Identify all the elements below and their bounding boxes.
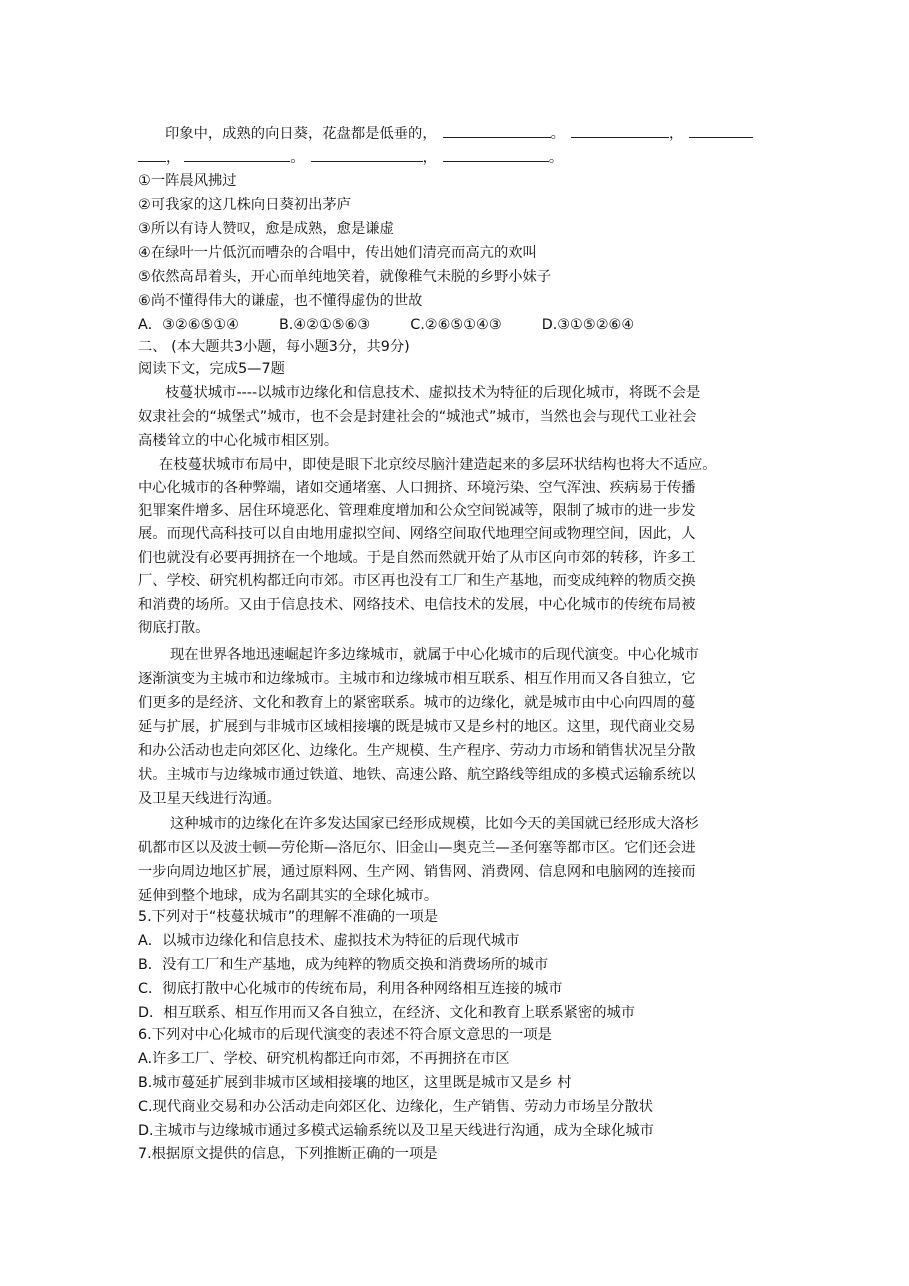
q5-option-d[interactable]: D．相互联系、相互作用而又各自独立，在经济、文化和教育上联系紧密的城市 [138, 1005, 636, 1021]
passage-line: 在枝蔓状城市布局中，即使是眼下北京绞尽脑汁建造起来的多层环状结构也将大不适应。 [159, 457, 717, 473]
q4-item: ①一阵晨风拂过 [138, 173, 237, 189]
passage-line: 中心化城市的各种弊端，诸如交通堵塞、人口拥挤、环境污染、空气浑浊、疾病易于传播 [138, 480, 696, 496]
passage-line: 矶都市区以及波士顿—劳伦斯—洛厄尔、旧金山—奥克兰—圣何塞等都市区。它们还会进 [138, 840, 696, 856]
q4-stem: 印象中，成熟的向日葵，花盘都是低垂的， [165, 126, 437, 142]
q4-item: ⑥尚不懂得伟大的谦虚，也不懂得虚伪的世故 [138, 293, 423, 309]
reading-instruction: 阅读下文，完成5—7题 [138, 361, 285, 377]
passage-line: 现在世界各地迅速崛起许多边缘城市，就属于中心化城市的后现代演变。中心化城市 [170, 647, 699, 663]
answer-blank[interactable] [184, 146, 290, 162]
passage-line: 展。而现代高科技可以自由地用虚拟空间、网络空间取代地理空间或物理空间，因此，人 [138, 526, 696, 542]
q4-options [138, 314, 634, 336]
passage-line: 高楼耸立的中心化城市相区别。 [138, 433, 339, 449]
q6-option-b[interactable]: B.城市蔓延扩展到非城市区域相接壤的地区，这里既是城市又是乡 村 [138, 1075, 572, 1091]
passage-line: 犯罪案件增多、居住环境恶化、管理难度增加和公众空间锐减等，限制了城市的进一步发 [138, 503, 696, 519]
passage-line: 及卫星天线进行沟通。 [138, 791, 281, 807]
passage-line: 们也就没有必要再拥挤在一个地域。于是自然而然就开始了从市区向市郊的转移，许多工 [138, 550, 696, 566]
q5-option-b[interactable]: B．没有工厂和生产基地，成为纯粹的物质交换和消费场所的城市 [138, 957, 549, 973]
answer-blank[interactable] [311, 146, 423, 162]
answer-blank[interactable] [138, 146, 166, 162]
answer-blank[interactable] [571, 122, 669, 138]
q4-stem-line-2: ， 。 ， 。 [138, 146, 563, 168]
q4-option-a[interactable]: A．③②⑥⑤①④ [138, 317, 239, 333]
q7-stem: 7.根据原文提供的信息，下列推断正确的一项是 [138, 1146, 438, 1162]
passage-line: 逐渐演变为主城市和边缘城市。主城市和边缘城市相互联系、相互作用而又各自独立，它 [138, 671, 696, 687]
section-header: 二、 (本大题共3小题，每小题3分，共9分) [138, 339, 410, 355]
q4-option-b[interactable]: B.④②①⑤⑥③ [278, 317, 371, 333]
passage-line: 延伸到整个地球，成为名副其实的全球化城市。 [138, 888, 439, 904]
passage-line: 奴隶社会的“城堡式”城市，也不会是封建社会的“城池式”城市，当然也会与现代工业社会 [138, 409, 697, 425]
passage-line: 延与扩展，扩展到与非城市区域相接壤的既是城市又是乡村的地区。这里，现代商业交易 [138, 719, 696, 735]
answer-blank[interactable] [689, 122, 753, 138]
q6-option-c[interactable]: C.现代商业交易和办公活动走向郊区化、边缘化，生产销售、劳动力市场呈分散状 [138, 1099, 653, 1115]
q4-item: ②可我家的这几株向日葵初出茅庐 [138, 197, 351, 213]
passage-line: 枝蔓状城市----以城市边缘化和信息技术、虚拟技术为特征的后现化城市，将既不会是 [165, 385, 701, 401]
passage-line: 彻底打散。 [138, 620, 210, 636]
passage-line: 一步向周边地区扩展，通过原料网、生产网、销售网、消费网、信息网和电脑网的连接而 [138, 864, 696, 880]
q4-item: ④在绿叶一片低沉而嘈杂的合唱中，传出她们清亮而高亢的欢叫 [138, 245, 537, 261]
q6-stem: 6.下列对中心化城市的后现代演变的表述不符合原文意思的一项是 [138, 1027, 552, 1043]
passage-line: 状。主城市与边缘城市通过铁道、地铁、高速公路、航空路线等组成的多模式运输系统以 [138, 767, 696, 783]
q5-option-c[interactable]: C．彻底打散中心化城市的传统布局，利用各种网络相互连接的城市 [138, 981, 563, 997]
q5-stem: 5.下列对于“枝蔓状城市”的理解不准确的一项是 [138, 909, 439, 925]
answer-blank[interactable] [443, 146, 549, 162]
q4-stem-line: 印象中，成熟的向日葵，花盘都是低垂的， 。 ， [165, 122, 753, 144]
passage-line: 厂、学校、研究机构都迁向市郊。市区再也没有工厂和生产基地，而变成纯粹的物质交换 [138, 573, 696, 589]
passage-line: 这种城市的边缘化在许多发达国家已经形成规模，比如今天的美国就已经形成大洛杉 [170, 816, 699, 832]
passage-line: 和消费的场所。又由于信息技术、网络技术、电信技术的发展，中心化城市的传统布局被 [138, 597, 696, 613]
q4-item: ⑤依然高昂着头，开心而单纯地笑着，就像稚气未脱的乡野小妹子 [138, 269, 552, 285]
q5-option-a[interactable]: A．以城市边缘化和信息技术、虚拟技术为特征的后现代城市 [138, 933, 520, 949]
answer-blank[interactable] [443, 122, 551, 138]
passage-line: 和办公活动也走向郊区化、边缘化。生产规模、生产程序、劳动力市场和销售状况呈分散 [138, 743, 696, 759]
q4-item: ③所以有诗人赞叹，愈是成熟，愈是谦虚 [138, 221, 394, 237]
passage-line: 们更多的是经济、文化和教育上的紧密联系。城市的边缘化，就是城市由中心向四周的蔓 [138, 695, 696, 711]
q4-option-d[interactable]: D.③①⑤②⑥④ [541, 317, 635, 333]
q4-option-c[interactable]: C.②⑥⑤①④③ [410, 317, 502, 333]
q6-option-a[interactable]: A.许多工厂、学校、研究机构都迁向市郊，不再拥挤在市区 [138, 1051, 510, 1067]
q6-option-d[interactable]: D.主城市与边缘城市通过多模式运输系统以及卫星天线进行沟通，成为全球化城市 [138, 1123, 654, 1139]
